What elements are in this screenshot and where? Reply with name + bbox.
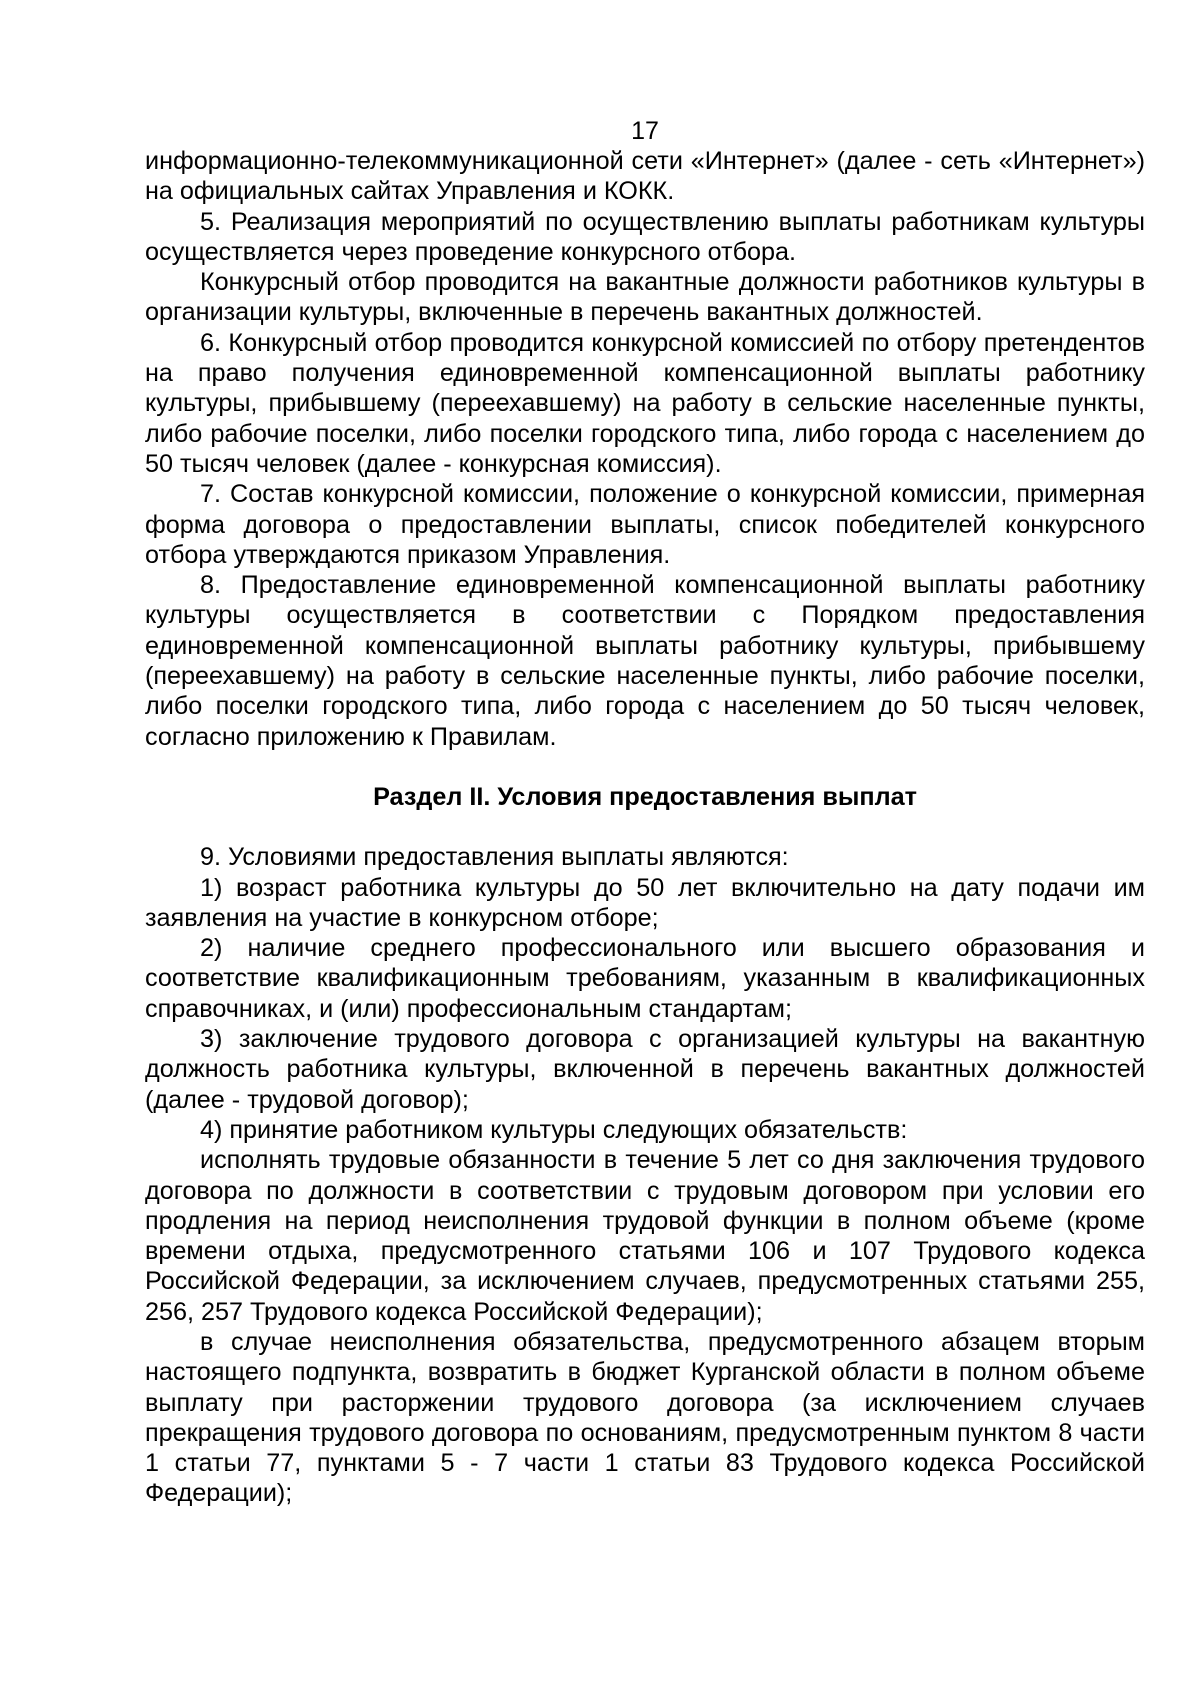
paragraph-subitem-2: 2) наличие среднего профессионального или высшего образования и соответствие квалификационным требованиям, указанным в квалификационных справочниках, и (или) профессиональным стандартам; [145, 934, 1145, 1023]
document-body [145, 146, 1145, 1509]
paragraph-subitem-3: 3) заключение трудового договора с организацией культуры на вакантную должность работника культуры, включенной в перечень вакантных должностей (далее - трудовой договор); [145, 1025, 1145, 1114]
paragraph-item-5: 5. Реализация мероприятий по осуществлению выплаты работникам культуры осуществляется через проведение конкурсного отбора. [145, 207, 1145, 266]
paragraph-continuation: информационно-телекоммуникационной сети «Интернет» (далее - сеть «Интернет») на официальных сайтах Управления и КОКК. [145, 147, 1145, 206]
paragraph-subitem-4: 4) принятие работником культуры следующих обязательств: [200, 1115, 908, 1144]
section-heading: Раздел II. Условия предоставления выплат [373, 782, 917, 811]
paragraph-contest: Конкурсный отбор проводится на вакантные должности работников культуры в организации культуры, включенные в перечень вакантных должностей. [145, 268, 1145, 327]
paragraph-subitem-1: 1) возраст работника культуры до 50 лет включительно на дату подачи им заявления на участие в конкурсном отборе; [145, 873, 1145, 932]
page-number: 17 [631, 117, 659, 145]
paragraph-item-8: 8. Предоставление единовременной компенсационной выплаты работнику культуры осуществляется в соответствии с Порядком предоставления единовременной компенсационной выплаты работнику культуры, прибывшему (переехавшему) на работу в сельские населенные пункты, либо рабочие поселки, либо поселки городского типа, либо города с населением до 50 тысяч человек, согласно приложению к Правилам. [145, 571, 1145, 751]
paragraph-item-6: 6. Конкурсный отбор проводится конкурсной комиссией по отбору претендентов на право получения единовременной компенсационной выплаты работнику культуры, прибывшему (переехавшему) на работу в сельские населенные пункты, либо рабочие поселки, либо поселки городского типа, либо города с населением до 50 тысяч человек (далее - конкурсная комиссия). [145, 328, 1145, 478]
paragraph-obligation-2: в случае неисполнения обязательства, предусмотренного абзацем вторым настоящего подпункта, возвратить в бюджет Курганской области в полном объеме выплату при расторжении трудового договора (за исключением случаев прекращения трудового договора по основаниям, предусмотренным пунктом 8 части 1 статьи 77, пунктами 5 - 7 части 1 статьи 83 Трудового кодекса Российской Федерации); [145, 1327, 1145, 1508]
paragraph-obligation-1: исполнять трудовые обязанности в течение 5 лет со дня заключения трудового договора по должности в соответствии с трудовым договором при условии его продления на период неисполнения трудовой функции в полном объеме (кроме времени отдыха, предусмотренного статьями 106 и 107 Трудового кодекса Российской Федерации, за исключением случаев, предусмотренных статьями 255, 256, 257 Трудового кодекса Российской Федерации); [145, 1146, 1145, 1326]
paragraph-item-7: 7. Состав конкурсной комиссии, положение о конкурсной комиссии, примерная форма договора о предоставлении выплаты, список победителей конкурсного отбора утверждаются приказом Управления. [145, 480, 1145, 569]
paragraph-item-9: 9. Условиями предоставления выплаты являются: [200, 843, 789, 872]
